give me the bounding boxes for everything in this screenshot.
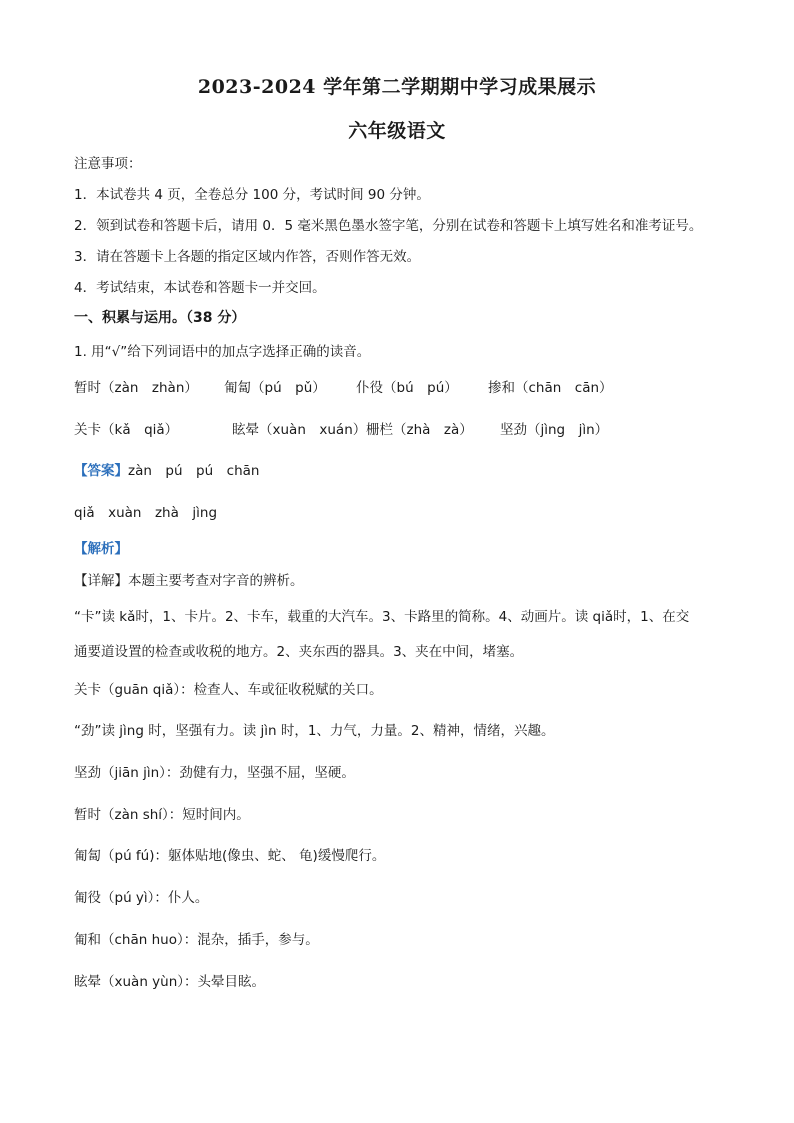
option-item: 匍匐（pú pǔ） — [224, 380, 326, 396]
analysis-line: 眩晕（xuàn yùn）：头晕目眩。 — [74, 974, 266, 990]
analysis-line: 匍和（chān huo）：混杂，插手，参与。 — [74, 932, 319, 948]
option-item: 关卡（kǎ qiǎ） — [74, 422, 179, 438]
analysis-tag: 【解析】 — [74, 541, 128, 557]
page-title: 2023-2024 学年第二学期期中学习成果展示 — [197, 76, 597, 98]
section-heading: 一、积累与运用。（38 分） — [74, 310, 246, 326]
option-item: 仆役（bú pú） — [356, 380, 458, 396]
option-item: 暂时（zàn zhàn） — [74, 380, 198, 396]
analysis-line: 【详解】本题主要考查对字音的辨析。 — [74, 573, 304, 589]
option-item: 眩晕（xuàn xuán） — [232, 422, 367, 438]
notice-item-3: 3．请在答题卡上各题的指定区域内作答，否则作答无效。 — [74, 249, 421, 265]
page-subtitle: 六年级语文 — [348, 120, 446, 142]
answer-line-1 — [74, 459, 259, 479]
notice-item-1: 1．本试卷共 4 页，全卷总分 100 分，考试时间 90 分钟。 — [74, 187, 430, 203]
analysis-line: “劲”读 jìng 时，坚强有力。读 jìn 时，1、力气，力量。2、精神，情绪，兴趣。 — [74, 723, 555, 739]
analysis-line: 匍匐（pú fú)：躯体贴地(像虫、蛇、 龟)缓慢爬行。 — [74, 848, 386, 864]
notice-item-4: 4．考试结束，本试卷和答题卡一并交回。 — [74, 280, 326, 296]
answer-line-2: qiǎ xuàn zhà jìng — [74, 505, 218, 521]
option-item: 栅栏（zhà zà） — [366, 422, 473, 438]
notice-item-2: 2．领到试卷和答题卡后，请用 0．5 毫米黑色墨水签字笔，分别在试卷和答题卡上填写姓名和准考证号。 — [74, 218, 703, 234]
option-item: 坚劲（jìng jìn） — [500, 422, 609, 438]
analysis-line: 匍役（pú yì）：仆人。 — [74, 890, 209, 906]
answer-tag: 【答案】 — [74, 463, 128, 479]
analysis-line: 坚劲（jiān jìn）：劲健有力，坚强不屈，坚硬。 — [74, 765, 355, 781]
notice-heading: 注意事项： — [74, 156, 142, 172]
option-item: 掺和（chān cān） — [488, 380, 613, 396]
options-row-2 — [74, 418, 608, 438]
analysis-line: 通要道设置的检查或收税的地方。2、夹东西的器具。3、夹在中间，堵塞。 — [74, 644, 524, 660]
analysis-line: 暂时（zàn shí）：短时间内。 — [74, 807, 250, 823]
analysis-line: 关卡（guān qiǎ）：检查人、车或征收税赋的关口。 — [74, 682, 383, 698]
question-1: 1. 用“√”给下列词语中的加点字选择正确的读音。 — [74, 344, 371, 360]
options-row-1 — [74, 376, 613, 396]
analysis-line: “卡”读 kǎ时，1、卡片。2、卡车，载重的大汽车。3、卡路里的简称。4、动画片。读 qiǎ时，1、在交 — [74, 609, 690, 625]
answer-text: zàn pú pú chān — [128, 463, 260, 479]
